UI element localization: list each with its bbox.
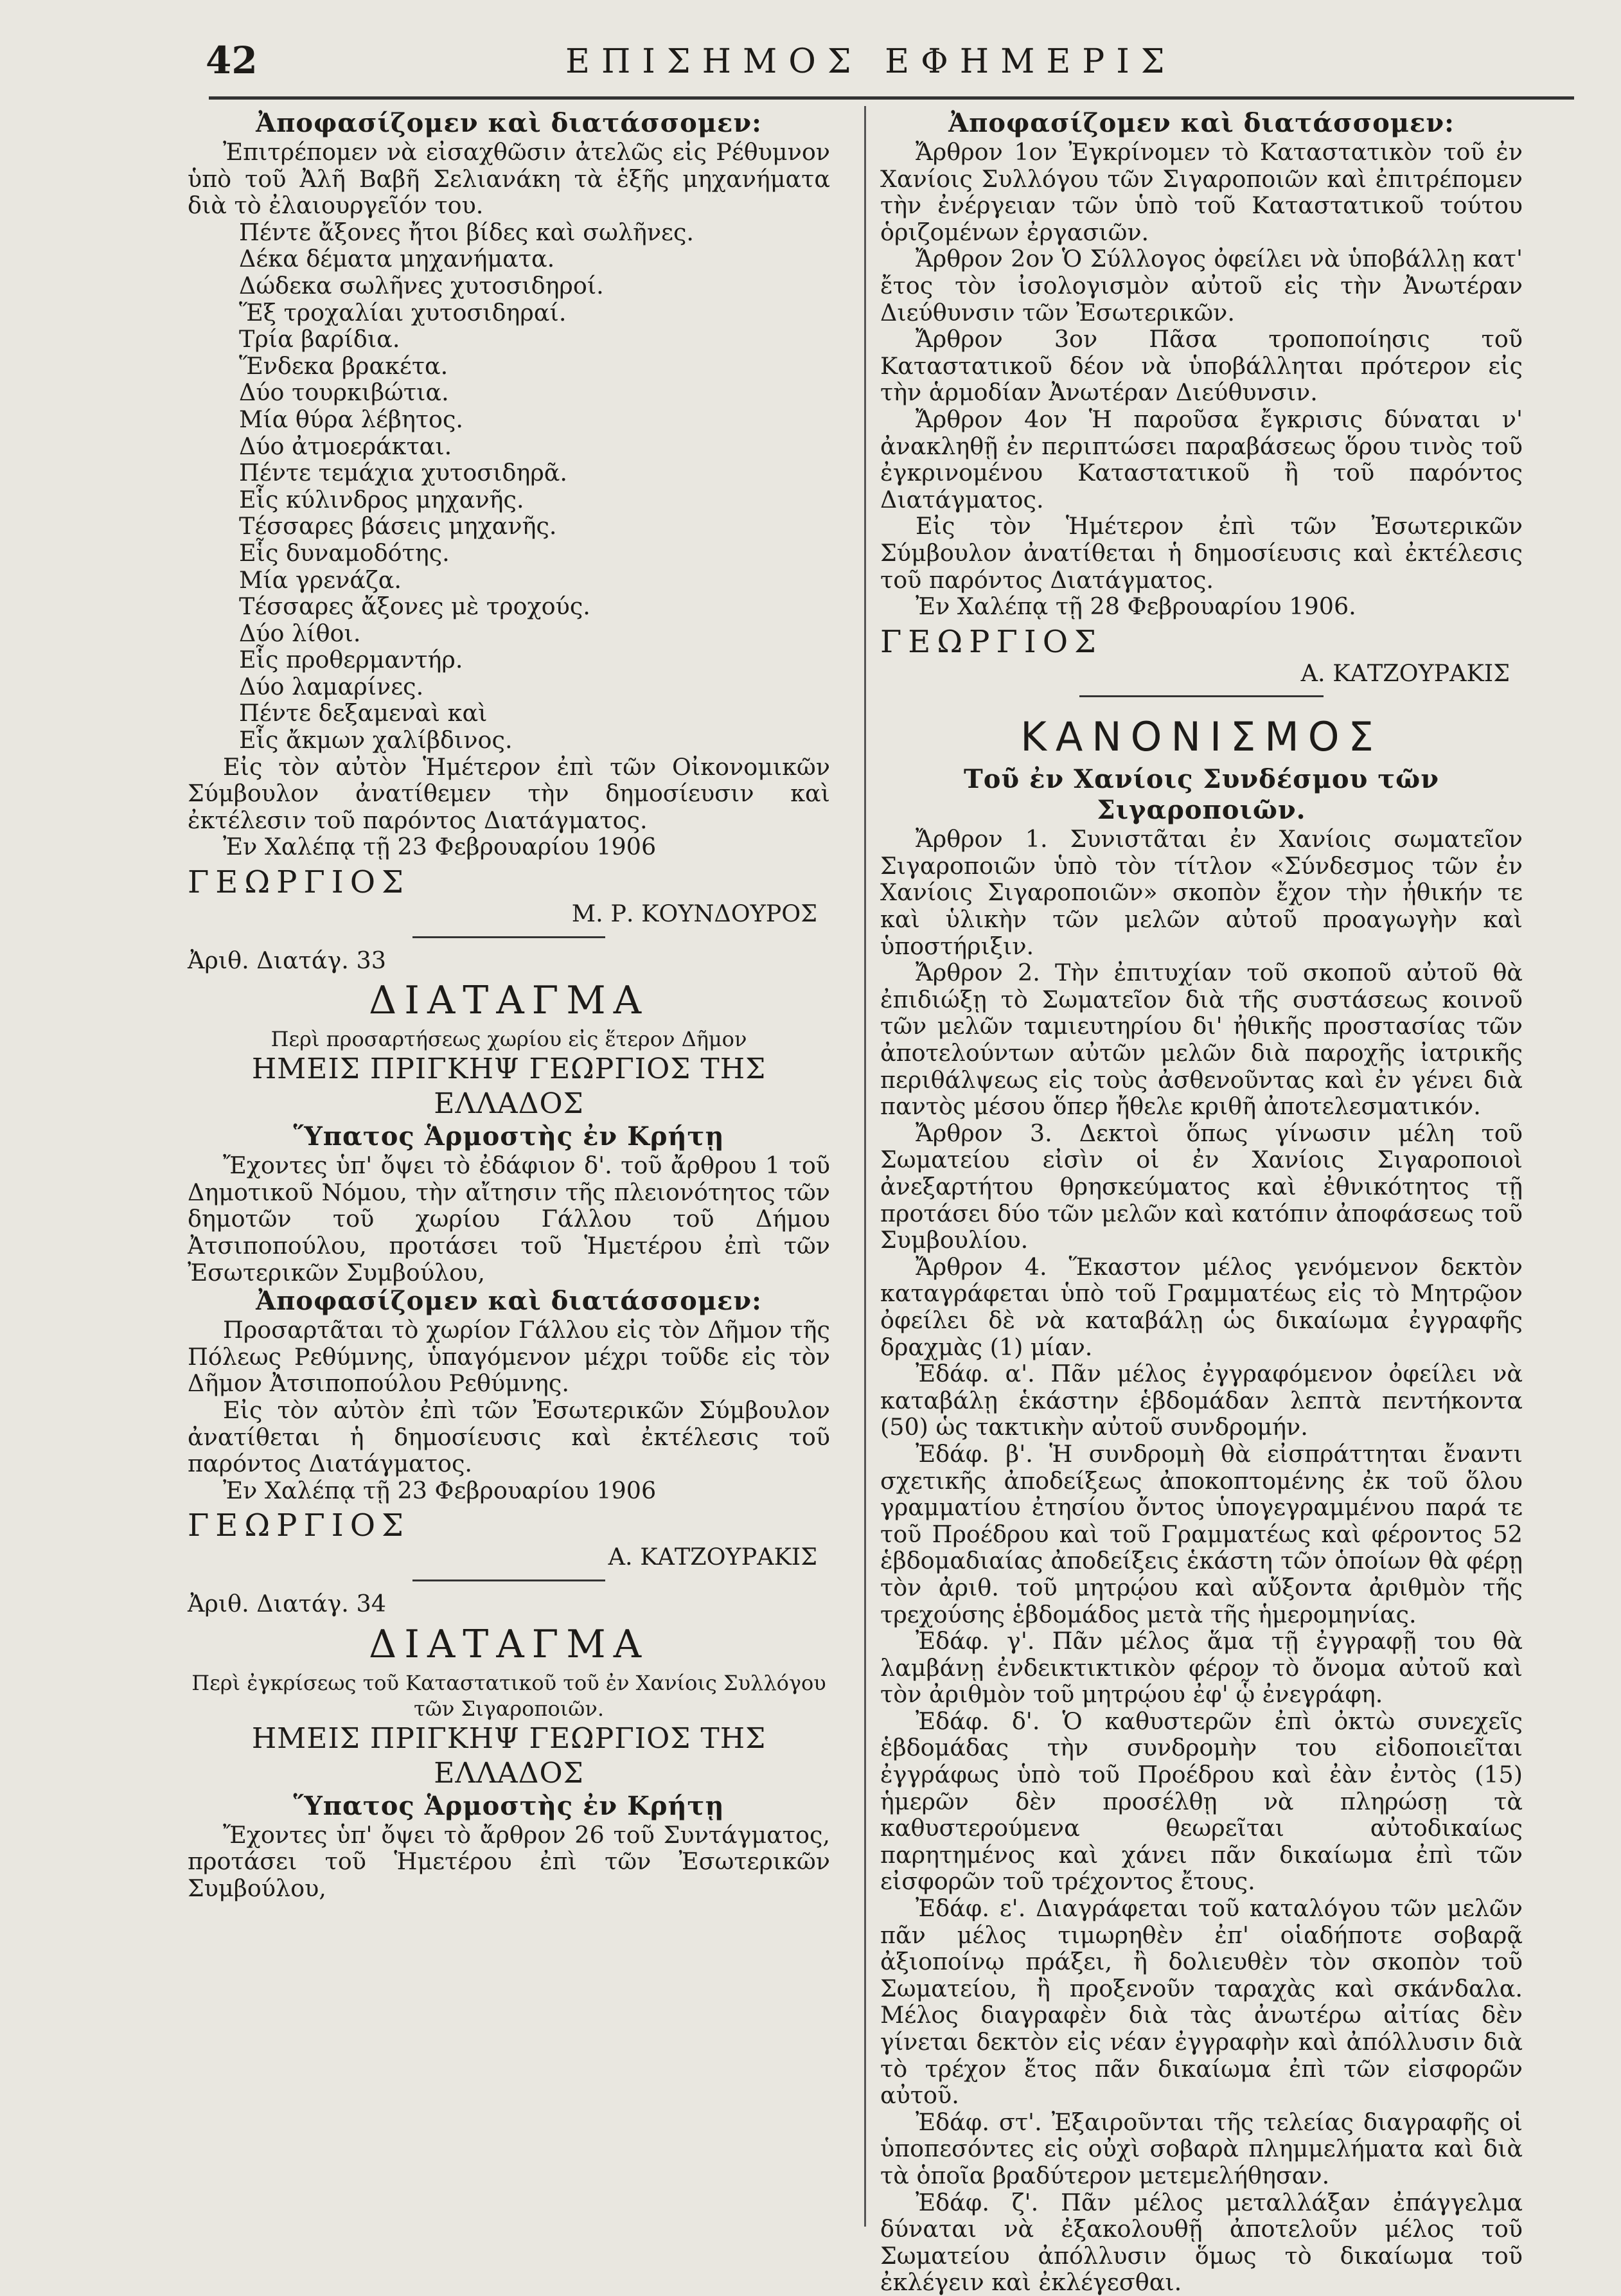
decree-number: Ἀριθ. Διατάγ. 33: [188, 946, 386, 974]
royal-heading: ΗΜΕΙΣ ΠΡΙΓΚΗΨ ΓΕΩΡΓΙΟΣ ΤΗΣ ΕΛΛΑΔΟΣ: [251, 1053, 766, 1121]
list-item: Πέντε τεμάχια χυτοσιδηρᾶ.: [239, 459, 568, 487]
preamble-paragraph: Ἔχοντες ὑπ' ὄψει τὸ ἄρθρον 26 τοῦ Συντάγματος, προτάσει τοῦ Ἡμετέρου ἐπὶ τῶν Ἐσωτερικῶν Συμβούλου,: [188, 1820, 830, 1902]
closing-paragraph: Εἰς τὸν Ἡμέτερον ἐπὶ τῶν Ἐσωτερικῶν Σύμβουλον ἀνατίθεται ἡ δημοσίευσις καὶ ἐκτέλεσις τοῦ παρόντος Διατάγματος.: [880, 512, 1523, 594]
list-item: Μία γρενάζα.: [239, 565, 402, 594]
list-item: Δύο ἀτμοεράκται.: [239, 432, 452, 460]
decision-heading: Ἀποφασίζομεν καὶ διατάσσομεν:: [256, 1286, 762, 1317]
list-item: Ἕνδεκα βρακέτα.: [239, 352, 448, 380]
minister-signature: Α. ΚΑΤΖΟΥΡΑΚΙΣ: [1300, 659, 1510, 687]
article-paragraph: Ἄρθρον 1ον Ἐγκρίνομεν τὸ Καταστατικὸν τοῦ ἐν Χανίοις Συλλόγου τῶν Σιγαροποιῶν καὶ ἐπιτρέπομεν τὴν ἐνέργειαν τῶν ὑπὸ τοῦ Καταστατικοῦ τούτου ὁριζομένων ἐργασιῶν.: [880, 138, 1523, 246]
list-item: Δώδεκα σωλῆνες χυτοσιδηροί.: [239, 271, 604, 299]
preamble-paragraph: Ἔχοντες ὑπ' ὄψει τὸ ἐδάφιον δ'. τοῦ ἄρθρου 1 τοῦ Δημοτικοῦ Νόμου, τὴν αἴτησιν τῆς πλειονότητος τῶν δημοτῶν τοῦ χωρίου Γάλλου τοῦ Δήμου Ἀτσιποπούλου, προτάσει τοῦ Ἡμετέρου ἐπὶ τῶν Ἐσωτερικῶν Συμβούλου,: [188, 1152, 830, 1286]
regulation-subtitle: Τοῦ ἐν Χανίοις Συνδέσμου τῶν Σιγαροποιῶν.: [963, 764, 1440, 826]
header-rule: [209, 96, 1574, 100]
decree-subject: Περὶ προσαρτήσεως χωρίου εἰς ἕτερον Δῆμον: [270, 1027, 747, 1052]
list-item: Δύο λαμαρίνες.: [239, 672, 424, 700]
article-paragraph: Ἄρθρον 4. Ἕκαστον μέλος γενόμενον δεκτὸν καταγράφεται ὑπὸ τοῦ Γραμματέως εἰς τὸ Μητρῷον ὀφείλει δὲ νὰ καταβάλῃ ὡς δικαίωμα ἐγγραφῆς δραχμὰς (1) μίαν.: [880, 1252, 1523, 1361]
list-item: Πέντε ἄξονες ἤτοι βίδες καὶ σωλῆνες.: [239, 218, 694, 246]
high-commissioner-heading: Ὕπατος Ἁρμοστὴς ἐν Κρήτῃ: [293, 1121, 725, 1152]
list-item: Εἷς κύλινδρος μηχανῆς.: [239, 485, 524, 513]
list-item: Εἷς προθερμαντήρ.: [239, 646, 463, 674]
decree-title: ΔΙΑΤΑΓΜΑ: [368, 978, 650, 1024]
list-item: Τέσσαρες ἄξονες μὲ τροχούς.: [239, 592, 590, 621]
article-paragraph: Ἄρθρον 2ον Ὁ Σύλλογος ὀφείλει νὰ ὑποβάλλῃ κατ' ἔτος τὸν ἰσολογισμὸν αὐτοῦ εἰς τὴν Ἀνωτέραν Διεύθυνσιν τῶν Ἐσωτερικῶν.: [880, 245, 1523, 326]
subsection-paragraph: Ἐδάφ. στ'. Ἐξαιροῦνται τῆς τελείας διαγραφῆς οἱ ὑποπεσόντες εἰς οὐχὶ σοβαρὰ πλημμελήματα καὶ διὰ τὰ ὁποῖα βραδύτερον μετεμελήθησαν.: [880, 2108, 1523, 2189]
gazette-title: ΕΠΙΣΗΜΟΣ ΕΦΗΜΕΡΙΣ: [565, 42, 1176, 81]
page-number: 42: [206, 39, 258, 82]
high-commissioner-heading: Ὕπατος Ἁρμοστὴς ἐν Κρήτῃ: [293, 1790, 725, 1821]
decree-paragraph: Προσαρτᾶται τὸ χωρίον Γάλλου εἰς τὸν Δῆμον τῆς Πόλεως Ρεθύμνης, ὑπαγόμενον μέχρι τοῦδε εἰς τὸν Δῆμον Ἀτσιποπούλου Ρεθύμνης.: [188, 1316, 830, 1398]
list-item: Πέντε δεξαμεναὶ καὶ: [239, 699, 488, 727]
subsection-paragraph: Ἐδάφ. δ'. Ὁ καθυστερῶν ἐπὶ ὀκτὼ συνεχεῖς ἑβδομάδας τὴν συνδρομὴν του εἰδοποιεῖται ἐγγράφως ὑπὸ τοῦ Προέδρου καὶ ἐὰν ἐντὸς (15) ἡμερῶν δὲν προσέλθῃ νὰ πληρώσῃ τὰ καθυστερούμενα θεωρεῖται αὐτοδικαίως παρητημένος καὶ χάνει πᾶν δικαίωμα ἐπὶ τῶν εἰσφορῶν τοῦ τρέχοντος ἔτους.: [880, 1707, 1523, 1896]
machinery-list: [188, 219, 830, 754]
separator-rule: [1079, 695, 1324, 697]
subsection-paragraph: Ἐδάφ. ε'. Διαγράφεται τοῦ καταλόγου τῶν μελῶν πᾶν μέλος τιμωρηθὲν ἐπ' οἱαδήποτε σοβαρᾷ ἀξιοποίνῳ πράξει, ἢ δολιευθὲν τὸν σκοπὸν τοῦ Σωματείου, ἢ προξενοῦν ταραχὰς καὶ σκάνδαλα. Μέλος διαγραφὲν διὰ τὰς ἀνωτέρω αἰτίας δὲν γίνεται δεκτὸν εἰς νέαν ἐγγραφὴν καὶ ἀπόλλυσιν διὰ τὸ τρέχον ἔτος πᾶν δικαίωμα ἐπὶ τῶν εἰσφορῶν αὐτοῦ.: [880, 1894, 1523, 2110]
signature-georgios: ΓΕΩΡΓΙΟΣ: [188, 864, 410, 901]
list-item: Τρία βαρίδια.: [239, 325, 400, 353]
closing-paragraph: Εἰς τὸν αὐτὸν Ἡμέτερον ἐπὶ τῶν Οἰκονομικῶν Σύμβουλον ἀνατίθεμεν τὴν δημοσίευσιν καὶ ἐκτέλεσιν τοῦ παρόντος Διατάγματος.: [188, 752, 830, 834]
separator-rule: [412, 936, 605, 938]
decision-heading: Ἀποφασίζομεν καὶ διατάσσομεν:: [948, 108, 1455, 138]
list-item: Εἷς ἄκμων χαλίβδινος.: [239, 726, 513, 754]
article-paragraph: Ἄρθρον 1. Συνιστᾶται ἐν Χανίοις σωματεῖον Σιγαροποιῶν ὑπὸ τὸν τίτλον «Σύνδεσμος τῶν ἐν Χανίοις Σιγαροποιῶν» σκοπὸν ἔχον τὴν ἠθικήν τε καὶ ὑλικὴν τῶν μελῶν αὐτοῦ προαγωγὴν καὶ ὑποστήριξιν.: [880, 825, 1523, 960]
decree-number: Ἀριθ. Διατάγ. 34: [188, 1589, 386, 1617]
article-paragraph: Ἄρθρον 2. Τὴν ἐπιτυχίαν τοῦ σκοποῦ αὐτοῦ θὰ ἐπιδιώξῃ τὸ Σωματεῖον διὰ τῆς συστάσεως κοινοῦ τῶν μελῶν ταμιευτηρίου δι' ἠθικῆς προστασίας τῶν ἀποτελούντων αὐτῶν μελῶν διὰ παροχῆς ἰατρικῆς περιθάλψεως εἰς τοὺς ἀσθενοῦντας καὶ ἐν γένει διὰ παντὸς μέσου ὅπερ ἤθελε κριθῆ ἀποτελεσματικόν.: [880, 959, 1523, 1121]
decree-date: Ἐν Χαλέπᾳ τῇ 23 Φεβρουαρίου 1906: [223, 1476, 657, 1504]
list-item: Δέκα δέματα μηχανήματα.: [239, 245, 555, 273]
subsection-paragraph: Ἐδάφ. ζ'. Πᾶν μέλος μεταλλάξαν ἐπάγγελμα δύναται νὰ ἐξακολουθῇ ἀποτελοῦν μέλος τοῦ Σωματείου ἀπόλλυσιν ὅμως τὸ δικαίωμα τοῦ ἐκλέγειν καὶ ἐκλέγεσθαι.: [880, 2188, 1523, 2296]
list-item: Εἷς δυναμοδότης.: [239, 538, 450, 567]
column-divider: [864, 106, 866, 2227]
permit-paragraph: Ἐπιτρέπομεν νὰ εἰσαχθῶσιν ἀτελῶς εἰς Ρέθυμνον ὑπὸ τοῦ Ἀλῆ Βαβῆ Σελιανάκη τὰ ἑξῆς μηχανήματα διὰ τὸ ἐλαιουργεῖόν του.: [188, 138, 830, 220]
list-item: Δύο τουρκιβώτια.: [239, 378, 449, 407]
signature-georgios: ΓΕΩΡΓΙΟΣ: [188, 1508, 410, 1544]
list-item: Ἕξ τροχαλίαι χυτοσιδηραί.: [239, 298, 567, 326]
right-column: [880, 108, 1523, 2296]
decree-date: Ἐν Χαλέπᾳ τῇ 28 Φεβρουαρίου 1906.: [916, 592, 1356, 621]
signature-georgios: ΓΕΩΡΓΙΟΣ: [880, 623, 1103, 660]
list-item: Τέσσαρες βάσεις μηχανῆς.: [239, 512, 557, 540]
decree-subject: Περὶ ἐγκρίσεως τοῦ Καταστατικοῦ τοῦ ἐν Χανίοις Συλλόγου τῶν Σιγαροποιῶν.: [191, 1670, 826, 1721]
left-column: [188, 108, 830, 1901]
minister-signature: Μ. Ρ. ΚΟΥΝΔΟΥΡΟΣ: [571, 900, 817, 928]
decree-title: ΔΙΑΤΑΓΜΑ: [368, 1621, 650, 1667]
article-paragraph: Ἄρθρον 3. Δεκτοὶ ὅπως γίνωσιν μέλη τοῦ Σωματείου εἰσὶν οἱ ἐν Χανίοις Σιγαροποιοὶ ἀνεξαρτήτου θρησκεύματος καὶ ἐθνικότητος τῇ προτάσει δύο τῶν μελῶν καὶ κατόπιν ἀποφάσεως τοῦ Συμβουλίου.: [880, 1119, 1523, 1254]
page-header: [206, 39, 1574, 96]
subsection-paragraph: Ἐδάφ. α'. Πᾶν μέλος ἐγγραφόμενον ὀφείλει νὰ καταβάλῃ ἑκάστην ἑβδομάδαν λεπτὰ πεντήκοντα (50) ὡς τακτικὴν αὐτοῦ συνδρομήν.: [880, 1360, 1523, 1441]
article-paragraph: Ἄρθρον 4ον Ἡ παροῦσα ἔγκρισις δύναται ν' ἀνακληθῇ ἐν περιπτώσει παραβάσεως ὅρου τινὸς τοῦ ἐγκρινομένου Καταστατικοῦ ἢ τοῦ παρόντος Διατάγματος.: [880, 405, 1523, 513]
decision-heading: Ἀποφασίζομεν καὶ διατάσσομεν:: [256, 108, 762, 138]
regulation-title: ΚΑΝΟΝΙΣΜΟΣ: [1020, 713, 1383, 761]
closing-paragraph: Εἰς τὸν αὐτὸν ἐπὶ τῶν Ἐσωτερικῶν Σύμβουλον ἀνατίθεται ἡ δημοσίευσις καὶ ἐκτέλεσις τοῦ παρόντος Διατάγματος.: [188, 1396, 830, 1478]
separator-rule: [412, 1580, 605, 1581]
minister-signature: Α. ΚΑΤΖΟΥΡΑΚΙΣ: [608, 1543, 817, 1571]
list-item: Δύο λίθοι.: [239, 619, 361, 647]
subsection-paragraph: Ἐδάφ. γ'. Πᾶν μέλος ἅμα τῇ ἐγγραφῇ του θὰ λαμβάνῃ ἐνδεικτικτικὸν φέρον τὸ ὄνομα αὐτοῦ καὶ τὸν ἀριθμὸν τοῦ μητρῴου ἐφ' ᾧ ἐνεγράφη.: [880, 1627, 1523, 1709]
article-paragraph: Ἄρθρον 3ον Πᾶσα τροποποίησις τοῦ Καταστατικοῦ δέον νὰ ὑποβάλληται πρότερον εἰς τὴν ἁρμοδίαν Ἀνωτέραν Διεύθυνσιν.: [880, 325, 1523, 407]
decree-date: Ἐν Χαλέπᾳ τῇ 23 Φεβρουαρίου 1906: [223, 833, 657, 861]
royal-heading: ΗΜΕΙΣ ΠΡΙΓΚΗΨ ΓΕΩΡΓΙΟΣ ΤΗΣ ΕΛΛΑΔΟΣ: [251, 1722, 766, 1790]
subsection-paragraph: Ἐδάφ. β'. Ἡ συνδρομὴ θὰ εἰσπράττηται ἔναντι σχετικῆς ἀποδείξεως ἀποκοπτομένης ἐκ τοῦ ὅλου γραμματίου ἐτησίου ὄντος ὑπογεγραμμένου παρά τε τοῦ Προέδρου καὶ τοῦ Γραμματέως καὶ φέροντος 52 ἑβδομαδιαίας ἀποδείξεις ἑκάστη τῶν ὁποίων θὰ φέρῃ τὸν ἀριθ. τοῦ μητρῴου καὶ αὔξοντα ἀριθμὸν τῆς τρεχούσης ἑβδομάδος μετὰ τῆς ἡμερομηνίας.: [880, 1439, 1523, 1628]
list-item: Μία θύρα λέβητος.: [239, 405, 464, 433]
